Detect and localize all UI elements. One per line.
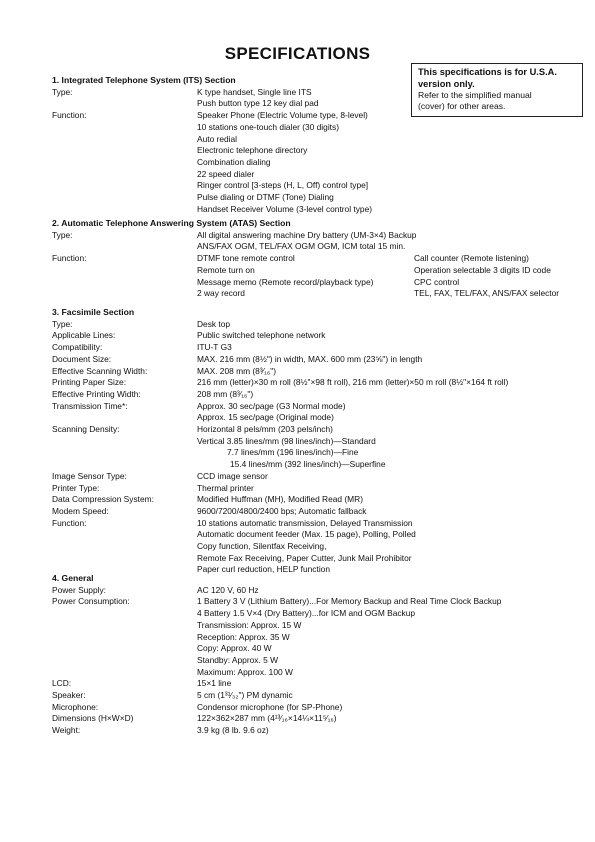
spec-label: Function: xyxy=(52,517,87,528)
spec-label: Speaker: xyxy=(52,690,86,701)
spec-label: Function: xyxy=(52,253,87,264)
spec-value: 122×362×287 mm (4¹³⁄₁₆×14¼×11⁵⁄₁₆) xyxy=(197,713,337,724)
spec-value: 10 stations automatic transmission, Delayed Transmission xyxy=(197,517,413,528)
spec-value: 5 cm (1³¹⁄₃₂") PM dynamic xyxy=(197,690,293,701)
spec-label: Weight: xyxy=(52,725,81,736)
spec-value: Maximum: Approx. 100 W xyxy=(197,666,293,677)
note-line: This specifications is for U.S.A. xyxy=(418,67,557,77)
spec-value: 22 speed dialer xyxy=(197,168,255,179)
spec-value: 9600/7200/4800/2400 bps; Automatic fallback xyxy=(197,505,367,516)
spec-value: Public switched telephone network xyxy=(197,330,326,341)
spec-value: 4 Battery 1.5 V×4 (Dry Battery)...for ICM and OGM Backup xyxy=(197,608,416,619)
spec-value: Copy function, Silentfax Receiving, xyxy=(197,541,327,552)
spec-value: Vertical 3.85 lines/mm (98 lines/inch)—Standard xyxy=(197,435,376,446)
spec-label: Data Compression System: xyxy=(52,494,154,505)
spec-label: Image Sensor Type: xyxy=(52,470,127,481)
spec-value: Desk top xyxy=(197,318,231,329)
fax-section xyxy=(52,307,582,576)
spec-value: Speaker Phone (Electric Volume type, 8-level) xyxy=(197,110,368,121)
spec-value: All digital answering machine Dry battery (UM-3×4) Backup xyxy=(197,229,417,240)
spec-value: Push button type 12 key dial pad xyxy=(197,98,319,109)
section-heading: 2. Automatic Telephone Answering System (ATAS) Section xyxy=(52,218,291,228)
section-heading: 4. General xyxy=(52,573,94,583)
spec-value: Condensor microphone (for SP-Phone) xyxy=(197,701,343,712)
atas-section xyxy=(52,218,582,300)
spec-label: Document Size: xyxy=(52,353,112,364)
spec-label: Compatibility: xyxy=(52,342,103,353)
spec-value: 2 way record xyxy=(197,288,245,299)
spec-value: 3.9 kg (8 lb. 9.6 oz) xyxy=(197,725,269,736)
spec-label: LCD: xyxy=(52,678,72,689)
spec-value: K type handset, Single line ITS xyxy=(197,86,312,97)
spec-value: 216 mm (letter)×30 m roll (8½"×98 ft roll), 216 mm (letter)×50 m roll (8½"×164 ft roll) xyxy=(197,377,509,388)
spec-label: Power Supply: xyxy=(52,584,106,595)
spec-label: Printing Paper Size: xyxy=(52,377,127,388)
spec-value: Call counter (Remote listening) xyxy=(414,253,529,264)
spec-value: Paper curl reduction, HELP function xyxy=(197,564,330,575)
spec-value: 7.7 lines/mm (196 lines/inch)—Fine xyxy=(227,447,359,458)
spec-value: AC 120 V, 60 Hz xyxy=(197,584,259,595)
spec-value: 15×1 line xyxy=(197,678,232,689)
spec-value: Combination dialing xyxy=(197,156,271,167)
spec-label: Transmission Time*: xyxy=(52,400,128,411)
spec-value: CCD image sensor xyxy=(197,470,268,481)
spec-value: Standby: Approx. 5 W xyxy=(197,654,279,665)
spec-value: DTMF tone remote control xyxy=(197,253,295,264)
section-heading: 3. Facsimile Section xyxy=(52,307,135,317)
note-line: (cover) for other areas. xyxy=(418,101,506,111)
spec-value: Modified Huffman (MH), Modified Read (MR) xyxy=(197,494,363,505)
spec-label: Microphone: xyxy=(52,701,99,712)
spec-label: Function: xyxy=(52,110,87,121)
spec-value: Approx. 30 sec/page (G3 Normal mode) xyxy=(197,400,346,411)
its-section xyxy=(52,75,582,215)
spec-value: Handset Receiver Volume (3-level control type) xyxy=(197,203,373,214)
spec-value: Thermal printer xyxy=(197,482,254,493)
spec-value: TEL, FAX, TEL/FAX, ANS/FAX selector xyxy=(414,288,560,299)
section-heading: 1. Integrated Telephone System (ITS) Section xyxy=(52,75,236,85)
spec-value: ITU-T G3 xyxy=(197,342,232,353)
spec-value: Pulse dialing or DTMF (Tone) Dialing xyxy=(197,192,334,203)
spec-value: Auto redial xyxy=(197,133,238,144)
spec-value: Horizontal 8 pels/mm (203 pels/inch) xyxy=(197,424,333,435)
spec-label: Scanning Density: xyxy=(52,424,120,435)
general-section xyxy=(52,573,582,737)
spec-value: Electronic telephone directory xyxy=(197,145,308,156)
spec-label: Type: xyxy=(52,229,73,240)
spec-value: Operation selectable 3 digits ID code xyxy=(414,264,551,275)
spec-value: Copy: Approx. 40 W xyxy=(197,643,272,654)
spec-value: MAX. 216 mm (8½") in width, MAX. 600 mm (23⅝") in length xyxy=(197,353,423,364)
spec-value: CPC control xyxy=(414,276,460,287)
spec-value: 1 Battery 3 V (Lithium Battery)...For Memory Backup and Real Time Clock Backup xyxy=(197,596,502,607)
spec-label: Type: xyxy=(52,86,73,97)
spec-label: Applicable Lines: xyxy=(52,330,116,341)
spec-label: Effective Printing Width: xyxy=(52,388,141,399)
spec-value: Reception: Approx. 35 W xyxy=(197,631,290,642)
note-line: version only. xyxy=(418,78,475,89)
note-line: Refer to the simplified manual xyxy=(418,90,532,100)
spec-value: Remote turn on xyxy=(197,264,255,275)
spec-label: Effective Scanning Width: xyxy=(52,365,148,376)
page-title: SPECIFICATIONS xyxy=(224,44,371,63)
spec-value: Approx. 15 sec/page (Original mode) xyxy=(197,412,334,423)
spec-value: 15.4 lines/mm (392 lines/inch)—Superfine xyxy=(230,459,386,470)
spec-value: 10 stations one-touch dialer (30 digits) xyxy=(197,121,339,132)
spec-value: Automatic document feeder (Max. 15 page), Polling, Polled xyxy=(197,529,416,540)
spec-value: Message memo (Remote record/playback type) xyxy=(197,276,374,287)
spec-value: ANS/FAX OGM, TEL/FAX OGM OGM, ICM total 15 min. xyxy=(197,241,406,252)
spec-value: Transmission: Approx. 15 W xyxy=(197,619,302,630)
spec-value: 208 mm (8³⁄₁₆") xyxy=(197,388,254,399)
spec-label: Dimensions (H×W×D) xyxy=(52,713,134,724)
spec-label: Type: xyxy=(52,318,73,329)
spec-value: Remote Fax Receiving, Paper Cutter, Junk Mail Prohibitor xyxy=(197,552,412,563)
spec-label: Printer Type: xyxy=(52,482,100,493)
spec-label: Modem Speed: xyxy=(52,505,109,516)
spec-value: MAX. 208 mm (8³⁄₁₆") xyxy=(197,365,276,376)
spec-label: Power Consumption: xyxy=(52,596,130,607)
spec-value: Ringer control [3-steps (H, L, Off) control type] xyxy=(197,180,369,191)
